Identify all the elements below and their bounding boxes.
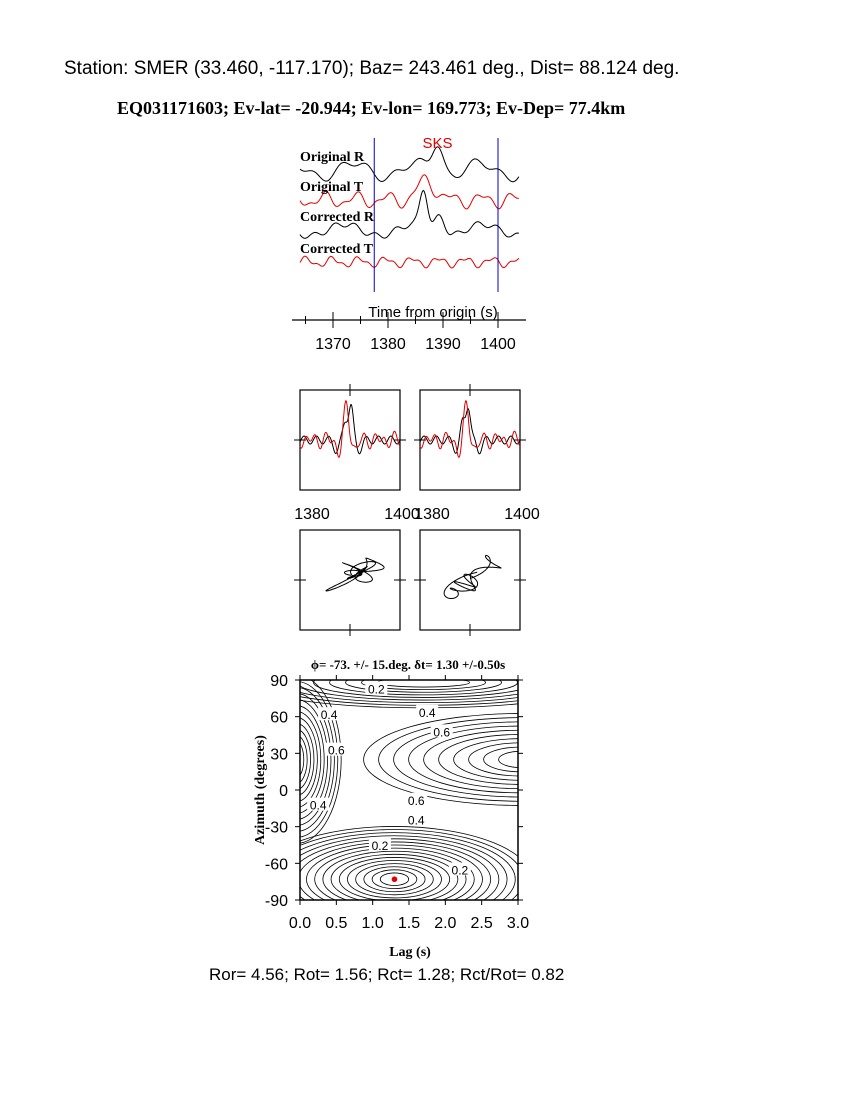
- contour-label: 0.4: [418, 705, 436, 720]
- event-info: EQ031171603; Ev-lat= -20.944; Ev-lon= 169.773; Ev-Dep= 77.4km: [117, 98, 626, 118]
- waveform-tick-label: 1380: [294, 506, 330, 523]
- contour-line: [289, 741, 304, 777]
- particle-box-original: [300, 530, 400, 630]
- waveform-box-original: [300, 390, 400, 490]
- contour-lines: [250, 657, 680, 932]
- particle-motion-corrected: [444, 555, 501, 598]
- contour-line: [379, 718, 665, 802]
- contour-label: 0.6: [433, 725, 451, 740]
- time-tick-label: 1390: [425, 336, 461, 353]
- contour-label: 0.2: [371, 839, 389, 853]
- waveform-box-corrected: [420, 390, 520, 490]
- ratios-summary: Ror= 4.56; Rot= 1.56; Rct= 1.28; Rct/Rot= 0.82: [209, 965, 565, 984]
- contour-line: [439, 734, 605, 784]
- contour-line: [484, 747, 560, 772]
- contour-label: 0.4: [309, 798, 327, 813]
- contour-label: 0.2: [451, 863, 469, 878]
- best-fit-point: [392, 876, 398, 882]
- azimuth-tick-label: -60: [264, 856, 288, 874]
- contour-label: 0.6: [407, 793, 425, 808]
- original-t-label: Original T: [300, 180, 364, 195]
- contour-label: 0.4: [407, 813, 425, 828]
- contour-line: [378, 678, 470, 687]
- particle-motion-original: [326, 558, 384, 591]
- azimuth-tick-label: -90: [264, 893, 288, 910]
- lag-axis-label: Lag (s): [389, 945, 431, 960]
- contour-title: ϕ= -73. +/- 15.deg. δt= 1.30 +/-0.50s: [310, 657, 506, 672]
- lag-tick-label: 2.0: [434, 915, 457, 932]
- time-tick-label: 1380: [370, 336, 406, 353]
- contour-line: [424, 730, 620, 788]
- original-r-label: Original R: [300, 150, 365, 165]
- lag-tick-label: 3.0: [506, 915, 530, 932]
- azimuth-tick-label: 90: [270, 673, 288, 690]
- contour-label: 0.4: [320, 708, 338, 723]
- corrected-r-label: Corrected R: [300, 210, 374, 225]
- azimuth-axis-label: Azimuth (degrees): [253, 735, 268, 845]
- lag-tick-label: 1.5: [397, 915, 421, 932]
- waveform-black-original: [300, 405, 400, 454]
- waveform-black-corrected: [420, 409, 520, 454]
- contour-line: [330, 670, 518, 695]
- waveform-red-corrected: [420, 401, 520, 458]
- contour-line: [454, 739, 590, 781]
- lag-tick-label: 1.0: [361, 915, 384, 932]
- time-tick-label: 1400: [480, 336, 516, 353]
- time-tick-label: 1370: [315, 336, 351, 353]
- waveform-tick-label: 1400: [384, 506, 420, 523]
- corrected-t-trace: [300, 256, 519, 268]
- waveform-tick-label: 1400: [504, 506, 540, 523]
- contour-label: 0.6: [327, 743, 345, 758]
- azimuth-tick-label: 30: [270, 746, 288, 764]
- lag-tick-label: 0.0: [288, 915, 312, 932]
- time-axis-label: Time from origin (s): [368, 304, 498, 321]
- lag-tick-label: 2.5: [470, 915, 493, 932]
- station-info: Station: SMER (33.460, -117.170); Baz= 243.461 deg., Dist= 88.124 deg.: [64, 58, 680, 79]
- azimuth-tick-label: 0: [279, 783, 288, 800]
- lag-tick-label: 0.5: [325, 915, 348, 932]
- waveform-tick-label: 1380: [414, 506, 450, 523]
- phase-label-sks: SKS: [422, 135, 453, 152]
- azimuth-tick-label: 60: [270, 709, 288, 727]
- corrected-t-label: Corrected T: [300, 242, 373, 257]
- particle-box-corrected: [420, 530, 520, 630]
- contour-label: 0.2: [367, 682, 385, 697]
- azimuth-tick-label: -30: [264, 819, 288, 837]
- contour-line: [469, 743, 575, 776]
- contour-line: [364, 713, 680, 805]
